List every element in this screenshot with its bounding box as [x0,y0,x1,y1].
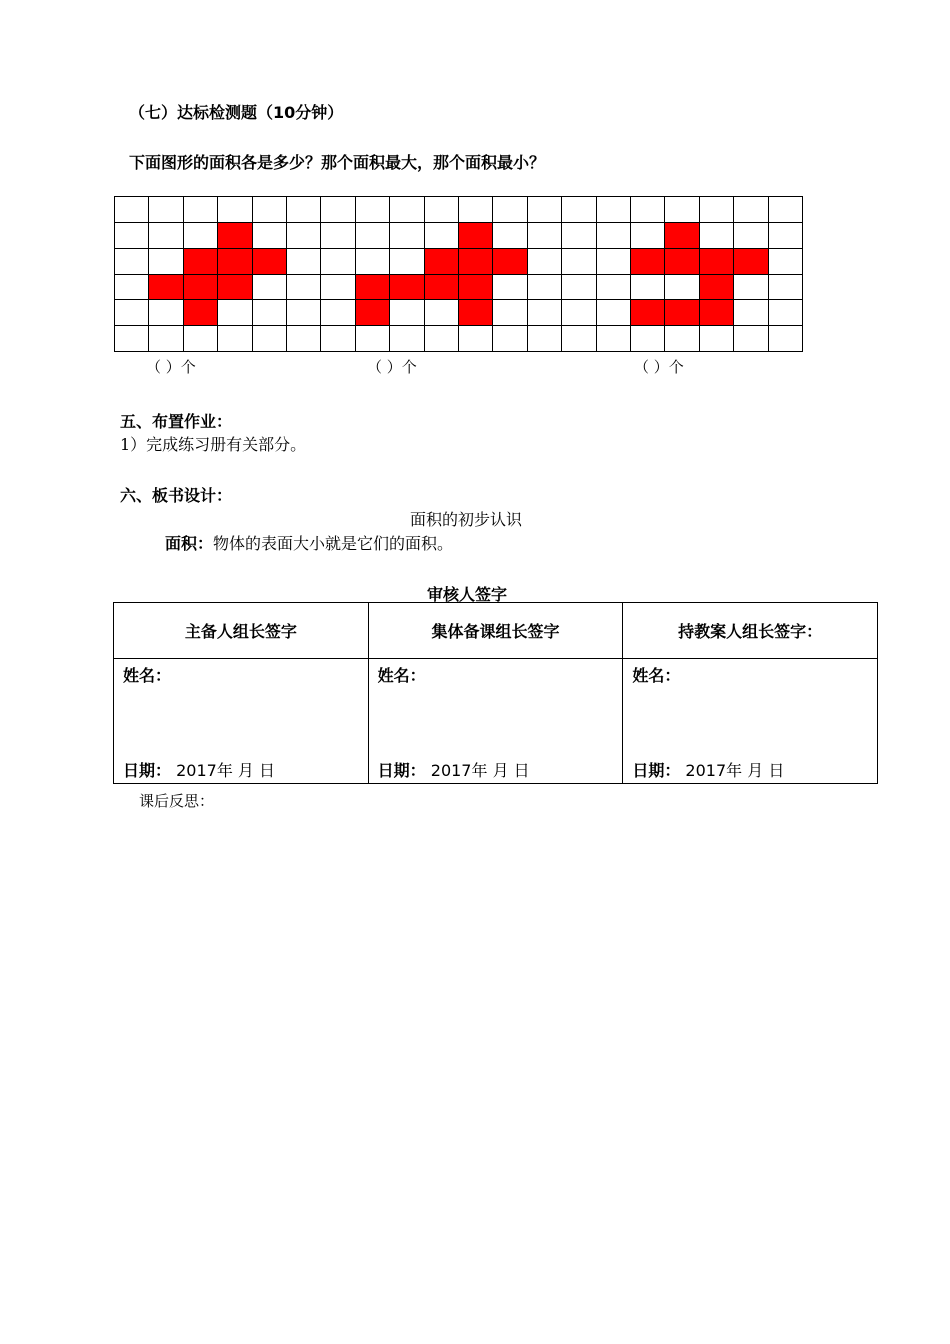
grid-cell [287,223,321,249]
grid-cell [390,223,424,249]
grid-cell-filled [218,249,252,275]
name-label: 姓名： [377,666,426,685]
answer-blank-1: （ ）个 [146,358,196,376]
answer-blank-2: （ ）个 [367,358,417,376]
grid-cell [562,249,596,275]
grid-cell [631,275,665,301]
grid-cell [562,275,596,301]
grid-cell [356,197,390,223]
grid-cell [597,223,631,249]
signature-table [113,602,878,784]
grid-cell [218,197,252,223]
grid-cell [425,197,459,223]
grid-cell-filled [184,249,218,275]
grid-cell [493,197,527,223]
grid-cell [597,249,631,275]
grid-cell [184,223,218,249]
grid-cell [769,300,803,326]
grid-cell [356,223,390,249]
name-label: 姓名： [632,666,681,685]
grid-cell [184,326,218,352]
grid-cell [493,326,527,352]
grid-cell [253,326,287,352]
grid-cell [149,300,183,326]
grid-cell [597,326,631,352]
grid-question: 下面图形的面积各是多少？那个面积最大，那个面积最小？ [129,153,546,172]
grid-cell [253,223,287,249]
grid-cell [528,326,562,352]
grid-cell [528,249,562,275]
date-line [123,758,275,781]
grid-cell [115,300,149,326]
definition-text: 物体的表面大小就是它们的面积。 [213,534,454,553]
grid-cell [321,300,355,326]
grid-cell [528,223,562,249]
grid-cell [149,197,183,223]
answer-blank-3: （ ）个 [634,358,684,376]
grid-cell [321,249,355,275]
grid-cell [769,223,803,249]
board-title: 面积的初步认识 [410,510,523,529]
grid-cell [253,197,287,223]
grid-cell [631,326,665,352]
date-line [378,758,530,781]
grid-cell [562,223,596,249]
grid-cell [287,197,321,223]
grid-cell [390,300,424,326]
section7-heading: （七）达标检测题（10分钟） [129,103,344,122]
grid-cell-filled [459,300,493,326]
review-title: 审核人签字 [427,585,508,604]
grid-cell [459,326,493,352]
grid-cell [631,223,665,249]
grid-cell [287,326,321,352]
grid-cell [356,326,390,352]
grid-cell [115,249,149,275]
grid-cell [597,300,631,326]
grid-cell [149,326,183,352]
signature-cell-3 [623,659,878,784]
grid-cell-filled [184,275,218,301]
grid-cell [528,300,562,326]
definition-term: 面积： [165,534,214,553]
grid-cell [700,223,734,249]
grid-cell-filled [218,275,252,301]
grid-cell [665,275,699,301]
section5-heading: 五、布置作业： [120,412,233,431]
grid-cell [218,326,252,352]
grid-cell [459,197,493,223]
grid-cell-filled [459,249,493,275]
grid-cell [769,249,803,275]
grid-cell [356,249,390,275]
grid-cell-filled [665,249,699,275]
grid-cell-filled [665,300,699,326]
grid-cell [734,300,768,326]
grid-cell [597,275,631,301]
grid-cell [287,275,321,301]
grid-cell [734,223,768,249]
grid-cell [390,197,424,223]
column-head-plan-holder: 持教案人组长签字： [623,603,878,659]
area-definition [165,531,453,554]
grid-cell-filled [700,249,734,275]
grid-cell [253,275,287,301]
date-value: 2017年 月 日 [685,761,785,780]
grid-cell [597,197,631,223]
grid-cell [149,249,183,275]
grid-cell-filled [459,275,493,301]
grid-cell [390,249,424,275]
grid-cell [321,326,355,352]
grid-cell [493,223,527,249]
grid-cell-filled [493,249,527,275]
column-head-group-leader: 集体备课组长签字 [368,603,623,659]
grid-cell [115,223,149,249]
grid-cell [493,275,527,301]
date-value: 2017年 月 日 [430,761,530,780]
date-label: 日期： [632,761,681,780]
date-label: 日期： [377,761,426,780]
grid-cell [321,197,355,223]
grid-cell [528,197,562,223]
section6-heading: 六、板书设计： [120,486,233,505]
date-label: 日期： [123,761,172,780]
grid-cell [665,197,699,223]
grid-cell [321,223,355,249]
grid-cell [115,326,149,352]
grid-cell [425,223,459,249]
grid-cell [665,326,699,352]
grid-cell [218,300,252,326]
name-label: 姓名： [123,666,172,685]
date-value: 2017年 月 日 [176,761,276,780]
grid-cell-filled [149,275,183,301]
grid-cell-filled [425,249,459,275]
grid-cell [700,197,734,223]
grid-cell [390,326,424,352]
grid-cell [528,275,562,301]
grid-cell-filled [218,223,252,249]
square-grid [114,196,803,352]
signature-cell-1 [114,659,369,784]
grid-cell [734,326,768,352]
grid-cell-filled [356,275,390,301]
column-head-lead-preparer: 主备人组长签字 [114,603,369,659]
grid-cell-filled [665,223,699,249]
grid-cell-filled [631,300,665,326]
grid-cell-filled [700,300,734,326]
grid-cell [631,197,665,223]
grid-cell-filled [631,249,665,275]
date-line [632,758,784,781]
grid-cell [769,275,803,301]
grid-cell [769,326,803,352]
grid-cell-filled [184,300,218,326]
grid-cell-filled [734,249,768,275]
grid-cell [149,223,183,249]
grid-cell [253,300,287,326]
grid-cell-filled [425,275,459,301]
grid-cell [425,326,459,352]
grid-cell [734,197,768,223]
grid-cell-filled [459,223,493,249]
grid-cell-filled [356,300,390,326]
grid-cell [562,300,596,326]
grid-cell [115,197,149,223]
grid-cell-filled [700,275,734,301]
grid-cell [562,326,596,352]
grid-cell [700,326,734,352]
grid-cell [734,275,768,301]
grid-cell-filled [390,275,424,301]
grid-cell [321,275,355,301]
grid-cell [287,249,321,275]
grid-cell [115,275,149,301]
grid-cell [769,197,803,223]
grid-cell [425,300,459,326]
grid-cell [287,300,321,326]
signature-cell-2 [368,659,623,784]
grid-cell-filled [253,249,287,275]
grid-cell [184,197,218,223]
grid-cell [493,300,527,326]
grid-cell [562,197,596,223]
reflection-label: 课后反思： [139,792,215,810]
homework-item: 1）完成练习册有关部分。 [120,435,307,454]
